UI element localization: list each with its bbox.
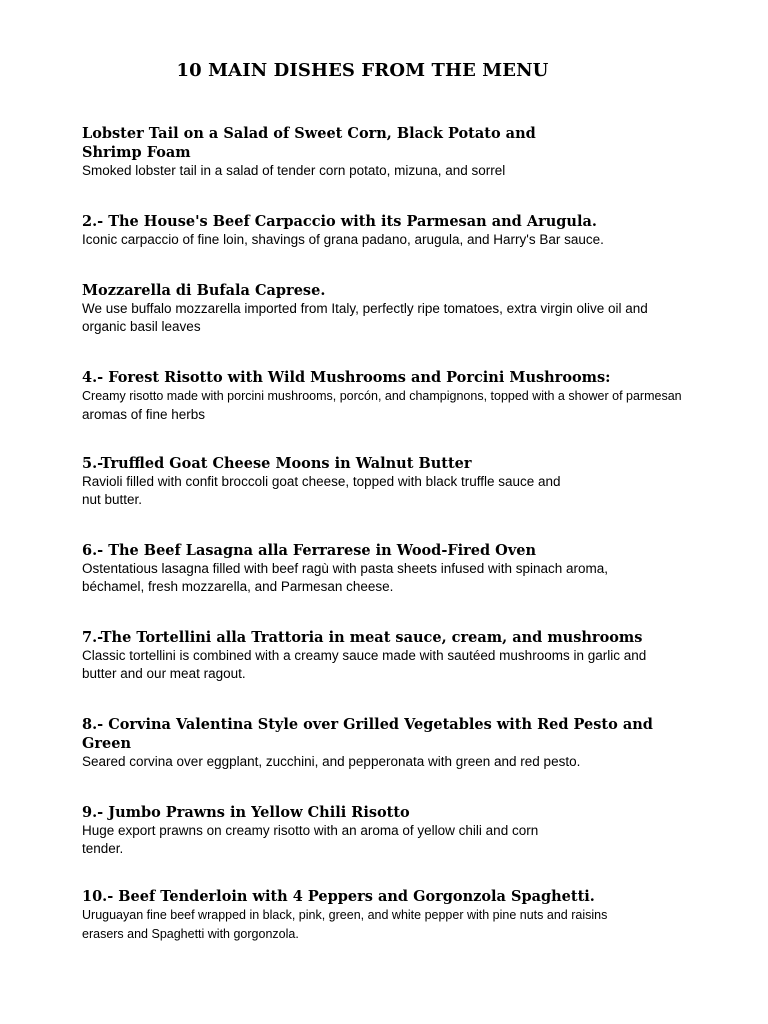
menu-item-beef-carpaccio	[82, 212, 712, 249]
dish-name	[82, 628, 712, 647]
dish-name-line: Shrimp Foam	[82, 144, 191, 161]
dish-name-line: 10.- Beef Tenderloin with 4 Peppers and Gorgonzola Spaghetti.	[82, 888, 595, 905]
dish-description-line: organic basil leaves	[82, 318, 201, 334]
dish-name-line: Green	[82, 735, 132, 752]
menu-item-beef-tenderloin	[82, 887, 712, 943]
dish-name-line: 2.- The House's Beef Carpaccio with its Parmesan and Arugula.	[82, 213, 597, 230]
dish-name-line: Lobster Tail on a Salad of Sweet Corn, Black Potato and	[82, 125, 536, 142]
dish-description	[82, 387, 712, 423]
dish-name	[82, 887, 712, 906]
dish-description-line: béchamel, fresh mozzarella, and Parmesan cheese.	[82, 578, 394, 594]
dish-name-line: 9.- Jumbo Prawns in Yellow Chili Risotto	[82, 804, 410, 821]
dish-name-line: 4.- Forest Risotto with Wild Mushrooms and Porcini Mushrooms:	[82, 369, 611, 386]
page-title: 10 MAIN DISHES FROM THE MENU	[176, 60, 549, 81]
dish-description-line: erasers and Spaghetti with gorgonzola.	[82, 926, 299, 941]
menu-item-forest-risotto	[82, 368, 712, 423]
menu-item-mozzarella-caprese	[82, 281, 712, 335]
dish-description-line: Huge export prawns on creamy risotto with an aroma of yellow chili and corn	[82, 823, 539, 838]
dish-description	[82, 560, 712, 595]
dish-description	[82, 906, 712, 943]
dish-description-line: Ravioli filled with confit broccoli goat cheese, topped with black truffle sauce and	[82, 474, 561, 489]
menu-item-corvina	[82, 715, 712, 771]
dish-name-line: Mozzarella di Bufala Caprese.	[82, 282, 326, 299]
dish-description-line: nut butter.	[82, 491, 143, 507]
dish-name	[82, 212, 712, 231]
dish-name	[82, 368, 712, 387]
dish-description-line: Ostentatious lasagna filled with beef ragù with pasta sheets infused with spinach aroma,	[82, 561, 609, 576]
dish-description	[82, 231, 712, 249]
dish-name	[82, 454, 712, 473]
dish-description-line: Creamy risotto made with porcini mushrooms, porcón, and champignons, topped with a shower of parmesan	[82, 389, 682, 403]
dish-name-line: 5.-Truffled Goat Cheese Moons in Walnut Butter	[82, 455, 472, 472]
dish-description-line: aromas of fine herbs	[82, 406, 206, 422]
dish-name	[82, 715, 712, 753]
dish-description-line: Seared corvina over eggplant, zucchini, and pepperonata with green and red pesto.	[82, 754, 581, 769]
dish-description	[82, 300, 712, 335]
menu-item-tortellini	[82, 628, 712, 682]
dish-description-line: tender.	[82, 840, 124, 856]
dish-name	[82, 124, 712, 162]
dish-description	[82, 647, 712, 682]
dish-name-line: 6.- The Beef Lasagna alla Ferrarese in Wood-Fired Oven	[82, 542, 537, 559]
dish-description-line: Classic tortellini is combined with a creamy sauce made with sautéed mushrooms in garlic and	[82, 648, 647, 663]
dish-description	[82, 822, 712, 857]
dish-description	[82, 162, 712, 180]
dish-description-line: Iconic carpaccio of fine loin, shavings of grana padano, arugula, and Harry's Bar sauce.	[82, 232, 604, 247]
dish-description-line: We use buffalo mozzarella imported from Italy, perfectly ripe tomatoes, extra virgin olive oil and	[82, 301, 648, 316]
dish-name	[82, 541, 712, 560]
dish-name	[82, 281, 712, 300]
menu-item-lobster-tail	[82, 124, 712, 180]
menu-item-goat-cheese-moons	[82, 454, 712, 508]
dish-name-line: 8.- Corvina Valentina Style over Grilled Vegetables with Red Pesto and	[82, 716, 653, 733]
dish-description-line: Smoked lobster tail in a salad of tender corn potato, mizuna, and sorrel	[82, 163, 506, 178]
menu-item-beef-lasagna	[82, 541, 712, 595]
dish-description	[82, 753, 712, 771]
dish-description	[82, 473, 712, 508]
dish-name-line: 7.-The Tortellini alla Trattoria in meat sauce, cream, and mushrooms	[82, 629, 643, 646]
dish-description-line: butter and our meat ragout.	[82, 665, 246, 681]
dish-name	[82, 803, 712, 822]
menu-item-jumbo-prawns	[82, 803, 712, 857]
dish-description-line: Uruguayan fine beef wrapped in black, pink, green, and white pepper with pine nuts and raisins	[82, 908, 608, 922]
